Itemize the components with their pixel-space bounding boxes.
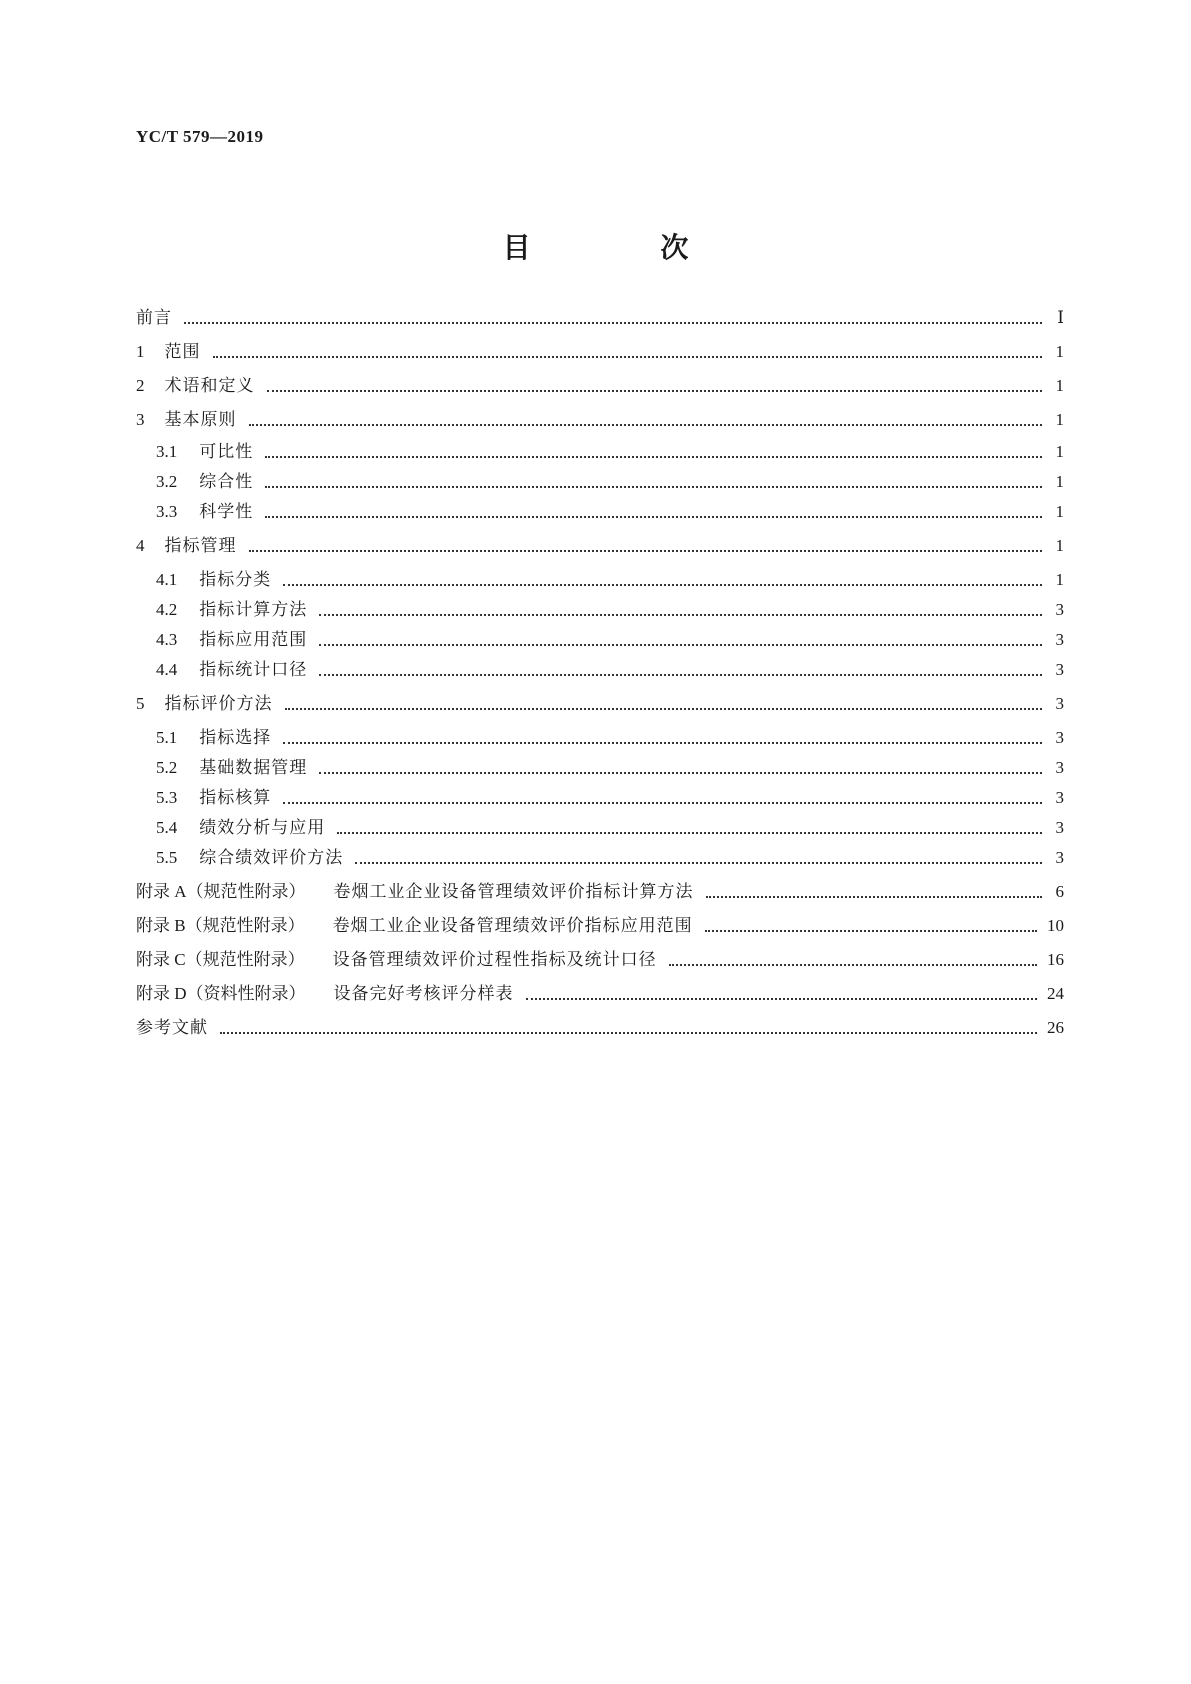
toc-label: 前言 [136, 308, 172, 328]
toc-entry-1[interactable] [136, 340, 1064, 364]
toc-leader [283, 583, 1042, 586]
toc-number: 附录 A（规范性附录） [136, 882, 306, 901]
toc-leader [706, 895, 1042, 898]
toc-leader [319, 673, 1042, 676]
toc-number: 4.3 [156, 630, 178, 649]
toc-leader [285, 707, 1043, 710]
toc-entry-4-1[interactable] [156, 568, 1064, 592]
toc-leader [267, 389, 1043, 392]
toc-number: 附录 D（资料性附录） [136, 984, 306, 1003]
toc-label: 指标核算 [199, 788, 272, 808]
toc-leader [319, 613, 1042, 616]
toc-entry-3[interactable] [136, 408, 1064, 432]
toc-entry-4-3[interactable] [156, 628, 1064, 652]
toc-page-number: 10 [1047, 916, 1064, 935]
toc-page-number: 26 [1047, 1018, 1064, 1037]
toc-page-number: 3 [1055, 728, 1064, 747]
toc-label: 综合性 [199, 472, 254, 492]
toc-entry-4[interactable] [136, 534, 1064, 558]
toc-label: 范围 [164, 342, 201, 362]
toc-page-number: 1 [1055, 570, 1064, 589]
toc-leader [249, 423, 1043, 426]
toc-entry-appendix-b[interactable] [136, 914, 1064, 938]
toc-page-number: 3 [1055, 818, 1064, 837]
toc-number: 5.2 [156, 758, 178, 777]
toc-number: 1 [136, 342, 145, 361]
toc-label: 基础数据管理 [199, 758, 308, 778]
toc-leader [337, 831, 1042, 834]
toc-leader [319, 771, 1042, 774]
toc-leader [669, 963, 1037, 966]
toc-page-number: 1 [1055, 410, 1064, 429]
toc-number: 5 [136, 694, 145, 713]
toc-number: 3 [136, 410, 145, 429]
toc-page-number: 1 [1055, 376, 1064, 395]
toc-label: 绩效分析与应用 [199, 818, 326, 838]
toc-entry-5-3[interactable] [156, 786, 1064, 810]
toc-page-number: 1 [1055, 536, 1064, 555]
toc-page-number: 1 [1055, 442, 1064, 461]
toc-leader [355, 861, 1042, 864]
toc-label: 设备完好考核评分样表 [333, 984, 514, 1004]
toc-entry-3-2[interactable] [156, 470, 1064, 494]
toc-number: 4.1 [156, 570, 178, 589]
toc-label: 指标评价方法 [164, 694, 273, 714]
toc-label: 科学性 [199, 502, 254, 522]
toc-label: 可比性 [199, 442, 254, 462]
toc-number: 5.5 [156, 848, 178, 867]
toc-number: 5.3 [156, 788, 178, 807]
toc-page-number: 3 [1055, 788, 1064, 807]
toc-number: 3.1 [156, 442, 178, 461]
toc-label: 指标分类 [199, 570, 272, 590]
toc-entry-references[interactable] [136, 1016, 1064, 1040]
toc-entry-4-2[interactable] [156, 598, 1064, 622]
toc-label: 指标应用范围 [199, 630, 308, 650]
toc-page-number: 6 [1055, 882, 1064, 901]
toc-entry-appendix-a[interactable] [136, 880, 1064, 904]
toc-label: 指标计算方法 [199, 600, 308, 620]
toc-page-number: 1 [1055, 472, 1064, 491]
toc-page-number: 16 [1047, 950, 1064, 969]
toc-page-number: 1 [1055, 502, 1064, 521]
toc-entry-3-3[interactable] [156, 500, 1064, 524]
toc-label: 综合绩效评价方法 [199, 848, 344, 868]
toc-label: 指标统计口径 [199, 660, 308, 680]
toc-leader [184, 321, 1042, 324]
toc-entry-foreword[interactable] [136, 306, 1064, 330]
toc-page-number: 3 [1055, 758, 1064, 777]
toc-leader [265, 455, 1042, 458]
toc-leader [265, 485, 1042, 488]
toc-page-number: 3 [1055, 630, 1064, 649]
toc-page-number: 3 [1055, 660, 1064, 679]
toc-number: 附录 C（规范性附录） [136, 950, 305, 969]
toc-leader [249, 549, 1043, 552]
toc-label: 参考文献 [136, 1018, 208, 1038]
toc-page-number: 24 [1047, 984, 1064, 1003]
toc-entry-appendix-d[interactable] [136, 982, 1064, 1006]
toc-page-number: 3 [1055, 694, 1064, 713]
toc-number: 5.1 [156, 728, 178, 747]
toc-label: 基本原则 [164, 410, 237, 430]
toc-label: 卷烟工业企业设备管理绩效评价指标应用范围 [332, 916, 693, 936]
toc-page-number: 3 [1055, 600, 1064, 619]
toc-leader [265, 515, 1042, 518]
toc-entry-5-1[interactable] [156, 726, 1064, 750]
toc-leader [283, 801, 1042, 804]
toc-entry-5-2[interactable] [156, 756, 1064, 780]
toc-entry-5-5[interactable] [156, 846, 1064, 870]
toc-leader [220, 1031, 1037, 1034]
page-title: 目 次 [502, 231, 749, 264]
toc-label: 指标选择 [199, 728, 272, 748]
toc-label: 设备管理绩效评价过程性指标及统计口径 [332, 950, 657, 970]
toc-entry-appendix-c[interactable] [136, 948, 1064, 972]
toc-leader [319, 643, 1042, 646]
toc-number: 4.4 [156, 660, 178, 679]
toc-entry-2[interactable] [136, 374, 1064, 398]
toc-leader [283, 741, 1042, 744]
standard-code: YC/T 579—2019 [136, 127, 264, 146]
toc-number: 4.2 [156, 600, 178, 619]
toc-leader [213, 355, 1043, 358]
toc-entry-4-4[interactable] [156, 658, 1064, 682]
toc-label: 指标管理 [164, 536, 237, 556]
toc-number: 3.2 [156, 472, 178, 491]
toc-number: 2 [136, 376, 145, 395]
toc-number: 5.4 [156, 818, 178, 837]
toc-page-number: Ⅰ [1057, 308, 1064, 327]
toc-entry-5-4[interactable] [156, 816, 1064, 840]
toc-label: 术语和定义 [164, 376, 255, 396]
toc-number: 4 [136, 536, 145, 555]
toc-page-number: 1 [1055, 342, 1064, 361]
toc-number: 3.3 [156, 502, 178, 521]
toc-entry-3-1[interactable] [156, 440, 1064, 464]
toc-leader [705, 929, 1037, 932]
toc-entry-5[interactable] [136, 692, 1064, 716]
toc-label: 卷烟工业企业设备管理绩效评价指标计算方法 [333, 882, 694, 902]
toc-number: 附录 B（规范性附录） [136, 916, 305, 935]
toc-page-number: 3 [1055, 848, 1064, 867]
toc-leader [526, 997, 1037, 1000]
